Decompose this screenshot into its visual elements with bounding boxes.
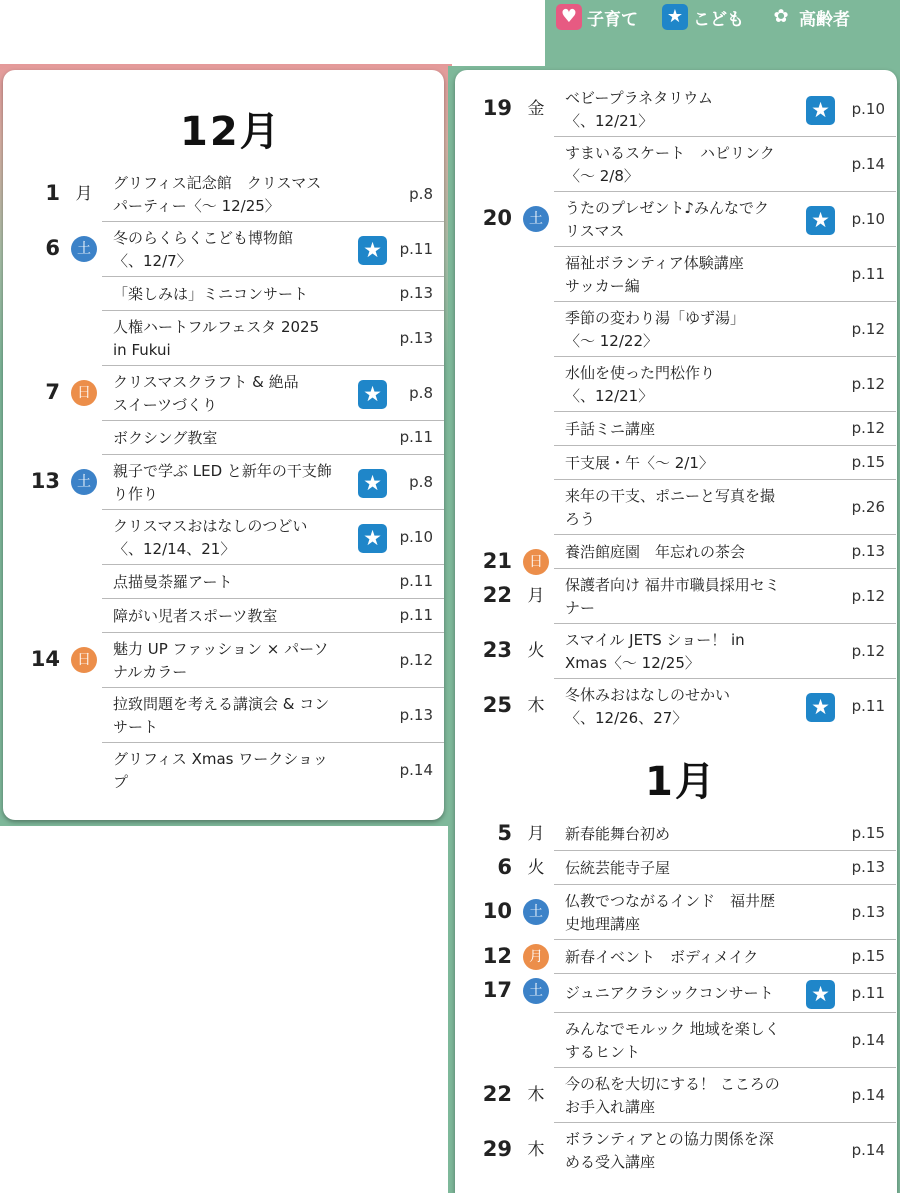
event-weekday: 月	[527, 824, 545, 844]
event-title: 水仙を使った門松作り 〈、12/21〉	[565, 363, 716, 405]
event-row[interactable]	[0, 357, 900, 412]
event-page-ref: p.12	[851, 419, 885, 437]
event-day: 22	[482, 583, 512, 607]
event-day: 1	[45, 181, 60, 205]
event-title: 養浩館庭園 年忘れの茶会	[565, 542, 746, 561]
event-title: 干支展・午〈～ 2/1〉	[565, 453, 714, 472]
heart-icon: ♥	[556, 4, 582, 30]
event-weekday: 火	[527, 641, 545, 661]
event-page-ref: p.13	[851, 902, 885, 921]
event-title: みんなでモルック 地域を楽しく するヒント	[565, 1019, 780, 1061]
children-star-icon: ★	[806, 96, 835, 125]
event-row[interactable]	[0, 624, 900, 679]
event-title: 「楽しみは」ミニコンサート	[113, 284, 309, 303]
event-day: 7	[45, 380, 60, 404]
event-page-ref: p.10	[399, 527, 433, 546]
event-title: 来年の干支、ポニーと写真を撮 ろう	[565, 486, 776, 528]
event-day: 5	[497, 821, 512, 845]
event-page-ref: p.26	[851, 497, 885, 516]
event-day: 21	[482, 549, 512, 573]
event-weekday: 日	[71, 647, 97, 673]
event-row[interactable]	[0, 1123, 900, 1178]
event-weekday: 金	[527, 99, 545, 119]
event-row[interactable]	[0, 82, 900, 137]
month-heading-december: 12月	[180, 109, 282, 155]
event-day: 6	[497, 855, 512, 879]
children-star-icon: ★	[358, 236, 387, 265]
event-day: 17	[482, 978, 512, 1002]
event-title: すまいるスケート ハピリンク 〈～ 2/8〉	[565, 143, 775, 185]
legend-label: 高齢者	[799, 9, 850, 30]
star-icon: ★	[662, 4, 688, 30]
event-weekday: 月	[523, 944, 549, 970]
event-day: 13	[30, 469, 60, 493]
event-page-ref: p.8	[409, 383, 433, 402]
event-page-ref: p.14	[851, 1085, 885, 1104]
event-row[interactable]	[0, 851, 900, 885]
event-page-ref: p.13	[399, 328, 433, 347]
children-star-icon: ★	[806, 206, 835, 235]
event-page-ref: p.15	[851, 453, 885, 471]
event-title: スマイル JETS ショー！ in Xmas〈～ 12/25〉	[565, 630, 745, 672]
event-row[interactable]	[0, 247, 900, 302]
event-title: 季節の変わり湯「ゆず湯」 〈～ 12/22〉	[565, 308, 746, 350]
event-page-ref: p.11	[399, 572, 433, 590]
event-weekday: 木	[527, 696, 545, 716]
event-page-ref: p.13	[399, 705, 433, 724]
event-title: ボランティアとの協力関係を深 める受入講座	[565, 1129, 774, 1171]
event-weekday: 土	[523, 978, 549, 1004]
event-title: 冬休みおはなしのせかい 〈、12/26、27〉	[565, 685, 731, 727]
month-heading-january: 1月	[645, 759, 717, 805]
event-title: 伝統芸能寺子屋	[565, 858, 671, 877]
event-title: ボクシング教室	[113, 428, 218, 447]
event-title: 新春能舞台初め	[565, 824, 671, 843]
event-row[interactable]	[0, 446, 900, 480]
event-day: 6	[45, 236, 60, 260]
event-weekday: 木	[527, 1140, 545, 1160]
event-title: 仏教でつながるインド 福井歴 史地理講座	[565, 891, 776, 933]
event-weekday: 土	[523, 206, 549, 232]
event-row[interactable]	[0, 412, 900, 446]
event-day: 22	[482, 1082, 512, 1106]
event-page-ref: p.8	[409, 472, 433, 491]
event-day: 14	[30, 647, 60, 671]
legend-item-children	[662, 4, 744, 30]
event-row[interactable]	[0, 940, 900, 974]
event-page-ref: p.8	[409, 184, 433, 203]
event-page-ref: p.15	[851, 947, 885, 965]
event-day: 23	[482, 638, 512, 662]
event-row[interactable]	[0, 1068, 900, 1123]
event-row[interactable]	[0, 1013, 900, 1068]
event-page-ref: p.12	[851, 641, 885, 660]
event-weekday: 土	[71, 236, 97, 262]
event-page-ref: p.10	[851, 99, 885, 118]
event-title: 新春イベント ボディメイク	[565, 947, 759, 966]
event-page-ref: p.11	[851, 983, 885, 1002]
event-page-ref: p.12	[851, 586, 885, 605]
event-title: 保護者向け 福井市職員採用セミ ナー	[565, 575, 780, 617]
event-title: ジュニアクラシックコンサート	[565, 984, 774, 1002]
event-page-ref: p.12	[851, 319, 885, 338]
event-weekday: 日	[523, 549, 549, 575]
event-title: うたのプレゼント♪みんなでク リスマス	[565, 198, 769, 240]
event-row[interactable]	[0, 480, 900, 535]
event-page-ref: p.14	[851, 1140, 885, 1159]
category-legend	[556, 4, 850, 30]
event-page-ref: p.13	[851, 858, 885, 876]
event-page-ref: p.12	[399, 650, 433, 669]
event-weekday: 木	[527, 1085, 545, 1105]
event-row[interactable]	[0, 679, 900, 734]
children-star-icon: ★	[358, 469, 387, 498]
event-title: グリフィス記念館 クリスマス パーティー〈～ 12/25〉	[113, 173, 322, 215]
event-title: グリフィス Xmas ワークショッ プ	[113, 749, 328, 791]
event-title: 障がい児者スポーツ教室	[113, 606, 278, 625]
event-title: 福祉ボランティア体験講座 サッカー編	[565, 253, 744, 295]
event-row[interactable]	[0, 974, 900, 1013]
event-page-ref: p.14	[851, 154, 885, 173]
legend-label: こども	[693, 9, 744, 30]
event-day: 25	[482, 693, 512, 717]
event-weekday: 土	[71, 469, 97, 495]
event-title: 今の私を大切にする！ こころの お手入れ講座	[565, 1074, 780, 1116]
event-title: 魅力 UP ファッション × パーソ ナルカラー	[113, 639, 329, 681]
event-page-ref: p.13	[851, 542, 885, 560]
event-day: 19	[482, 96, 512, 120]
event-title: 点描曼荼羅アート	[113, 572, 233, 591]
event-title: ベビープラネタリウム 〈、12/21〉	[565, 88, 714, 130]
elder-icon: ✿	[773, 6, 789, 27]
event-title: 手話ミニ講座	[565, 419, 656, 438]
legend-item-childcare	[556, 4, 638, 30]
event-page-ref: p.13	[399, 284, 433, 302]
event-row[interactable]	[0, 743, 900, 798]
event-weekday: 日	[71, 380, 97, 406]
children-star-icon: ★	[358, 524, 387, 553]
event-page-ref: p.11	[399, 606, 433, 624]
event-page-ref: p.14	[399, 760, 433, 779]
event-title: クリスマスクラフト & 絶品 スイーツづくり	[113, 372, 299, 414]
children-star-icon: ★	[806, 693, 835, 722]
event-page-ref: p.14	[851, 1030, 885, 1049]
event-day: 12	[482, 944, 512, 968]
event-day: 29	[482, 1137, 512, 1161]
event-page-ref: p.11	[399, 239, 433, 258]
event-row[interactable]	[0, 137, 900, 192]
event-weekday: 土	[523, 899, 549, 925]
children-star-icon: ★	[358, 380, 387, 409]
event-title: 人権ハートフルフェスタ 2025 in Fukui	[113, 317, 320, 359]
event-page-ref: p.12	[851, 374, 885, 393]
event-page-ref: p.11	[399, 428, 433, 446]
legend-item-elderly	[768, 4, 850, 30]
event-page-ref: p.10	[851, 209, 885, 228]
event-weekday: 月	[75, 184, 93, 204]
event-row[interactable]	[0, 885, 900, 940]
event-page-ref: p.15	[851, 824, 885, 842]
event-weekday: 火	[527, 858, 545, 878]
event-title: 親子で学ぶ LED と新年の干支飾 り作り	[113, 461, 332, 503]
event-row[interactable]	[0, 535, 900, 573]
children-star-icon: ★	[806, 980, 835, 1009]
event-row[interactable]	[0, 569, 900, 624]
legend-label: 子育て	[587, 9, 638, 30]
event-page-ref: p.11	[851, 264, 885, 283]
event-day: 20	[482, 206, 512, 230]
event-title: 冬のらくらくこども博物館 〈、12/7〉	[113, 228, 294, 270]
event-row[interactable]	[0, 817, 900, 851]
event-page-ref: p.11	[851, 696, 885, 715]
event-row[interactable]	[0, 302, 900, 357]
event-title: クリスマスおはなしのつどい 〈、12/14、21〉	[113, 516, 308, 558]
event-title: 拉致問題を考える講演会 & コン サート	[113, 694, 330, 736]
event-day: 10	[482, 899, 512, 923]
event-row[interactable]	[0, 192, 900, 247]
event-weekday: 月	[527, 586, 545, 606]
